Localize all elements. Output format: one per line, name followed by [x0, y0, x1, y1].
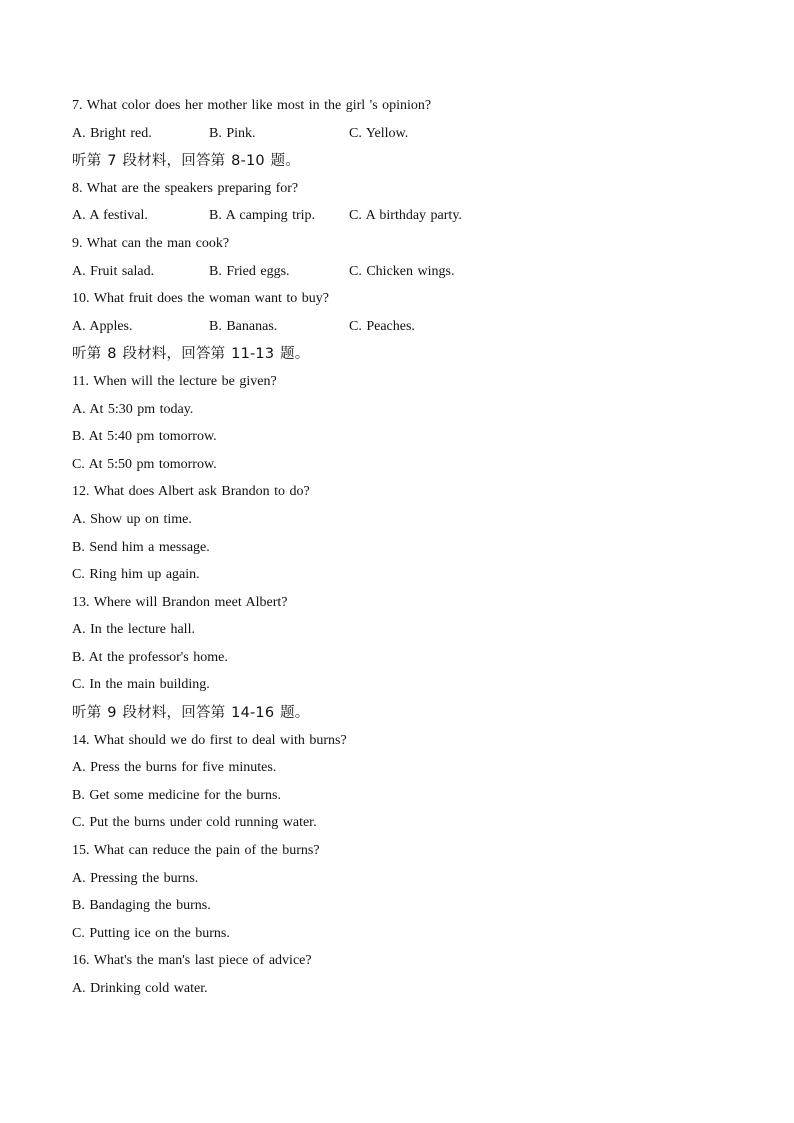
question-8-option-a: A. A festival.	[72, 208, 148, 224]
question-14-option-c: C. Put the burns under cold running water.	[72, 815, 317, 831]
question-15-option-a: A. Pressing the burns.	[72, 870, 199, 886]
question-7-option-a: A. Bright red.	[72, 125, 152, 141]
question-11-option-b: B. At 5:40 pm tomorrow.	[72, 429, 217, 445]
question-14-option-b: B. Get some medicine for the burns.	[72, 787, 281, 803]
question-14-stem: 14. What should we do first to deal with burns?	[72, 732, 347, 748]
question-16-option-a: A. Drinking cold water.	[72, 981, 208, 996]
question-12-option-a: A. Show up on time.	[72, 511, 192, 527]
question-11-stem: 11. When will the lecture be given?	[72, 373, 277, 389]
question-13-option-c: C. In the main building.	[72, 677, 210, 693]
question-16-stem: 16. What's the man's last piece of advice?	[72, 953, 312, 969]
question-13-stem: 13. Where will Brandon meet Albert?	[72, 594, 288, 610]
exam-page	[72, 95, 732, 1006]
question-11-option-c: C. At 5:50 pm tomorrow.	[72, 456, 217, 472]
question-15-option-c: C. Putting ice on the burns.	[72, 925, 230, 941]
question-15-option-b: B. Bandaging the burns.	[72, 898, 211, 914]
section-9-instruction: 听第 9 段材料，回答第 14-16 题。	[72, 705, 310, 722]
question-7-option-c: C. Yellow.	[349, 125, 409, 141]
question-8-option-c: C. A birthday party.	[349, 208, 462, 224]
question-10-option-c: C. Peaches.	[349, 318, 415, 334]
question-9-stem: 9. What can the man cook?	[72, 235, 230, 251]
question-7-options	[72, 123, 732, 151]
question-10-option-b: B. Bananas.	[209, 318, 278, 334]
question-14-option-a: A. Press the burns for five minutes.	[72, 760, 277, 776]
question-13-option-b: B. At the professor's home.	[72, 649, 228, 665]
question-8-option-b: B. A camping trip.	[209, 208, 316, 224]
section-8-instruction: 听第 8 段材料，回答第 11-13 题。	[72, 346, 310, 363]
section-7-instruction: 听第 7 段材料，回答第 8-10 题。	[72, 153, 301, 170]
question-9-option-a: A. Fruit salad.	[72, 263, 155, 279]
question-7-option-b: B. Pink.	[209, 125, 256, 141]
question-10-options	[72, 316, 732, 344]
question-8-stem: 8. What are the speakers preparing for?	[72, 180, 299, 196]
question-10-stem: 10. What fruit does the woman want to buy?	[72, 291, 329, 307]
question-12-stem: 12. What does Albert ask Brandon to do?	[72, 484, 310, 500]
question-9-option-b: B. Fried eggs.	[209, 263, 290, 279]
question-13-option-a: A. In the lecture hall.	[72, 622, 195, 638]
question-15-stem: 15. What can reduce the pain of the burns?	[72, 843, 320, 859]
question-10-option-a: A. Apples.	[72, 318, 133, 334]
question-7-stem: 7. What color does her mother like most in the girl 's opinion?	[72, 98, 432, 113]
question-9-options	[72, 261, 732, 289]
question-12-option-b: B. Send him a message.	[72, 539, 210, 555]
question-9-option-c: C. Chicken wings.	[349, 263, 455, 279]
question-8-options	[72, 205, 732, 233]
question-11-option-a: A. At 5:30 pm today.	[72, 401, 194, 417]
question-12-option-c: C. Ring him up again.	[72, 567, 200, 583]
